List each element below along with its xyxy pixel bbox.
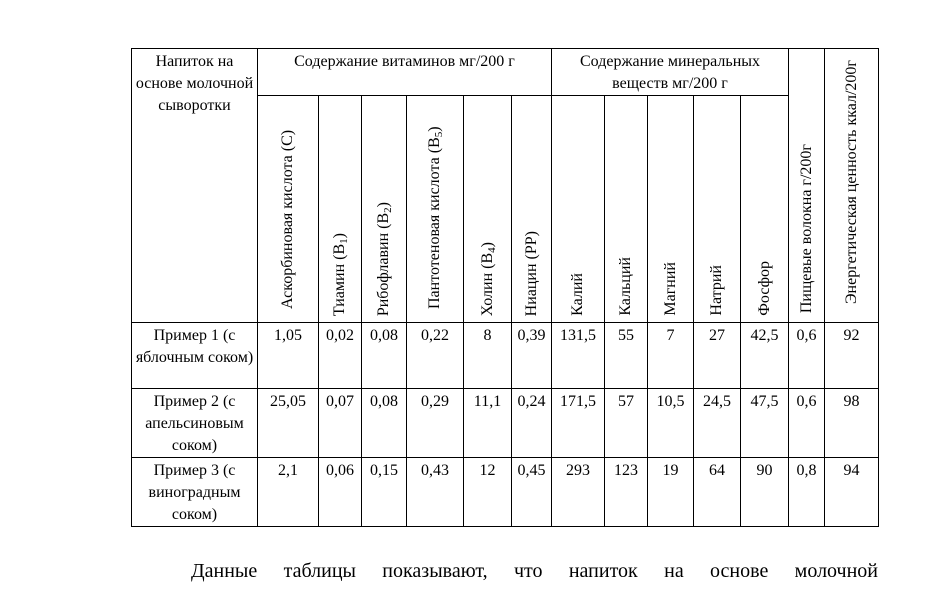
table-row bbox=[132, 389, 879, 458]
pantothenic-paren: ) bbox=[426, 126, 443, 132]
cell-potassium: 293 bbox=[552, 458, 605, 527]
pantothenic-sub: 5 bbox=[433, 131, 446, 138]
header-ascorbic bbox=[258, 96, 319, 323]
cell-fiber: 0,8 bbox=[789, 458, 825, 527]
cell-potassium: 171,5 bbox=[552, 389, 605, 458]
cell-potassium: 131,5 bbox=[552, 323, 605, 389]
header-energy-text: Энергетическая ценность ккал/200г bbox=[842, 60, 860, 304]
header-riboflavin bbox=[362, 96, 407, 323]
cell-pantothenic: 0,29 bbox=[407, 389, 464, 458]
cell-fiber: 0,6 bbox=[789, 389, 825, 458]
body-paragraph: Данные таблицы показывают, что напиток на основе молочной bbox=[191, 560, 878, 582]
cell-calcium: 123 bbox=[605, 458, 648, 527]
row-label: Пример 2 (с апельсиновым соком) bbox=[132, 389, 258, 458]
cell-riboflavin: 0,08 bbox=[362, 323, 407, 389]
cell-riboflavin: 0,08 bbox=[362, 389, 407, 458]
table-row bbox=[132, 458, 879, 527]
header-magnesium bbox=[648, 96, 694, 323]
nutrition-table bbox=[131, 48, 879, 527]
row-label: Пример 3 (с виноградным соком) bbox=[132, 458, 258, 527]
cell-calcium: 55 bbox=[605, 323, 648, 389]
cell-phosphorus: 42,5 bbox=[741, 323, 789, 389]
header-magnesium-text: Магний bbox=[661, 262, 679, 316]
header-calcium bbox=[605, 96, 648, 323]
cell-sodium: 64 bbox=[694, 458, 741, 527]
header-drink bbox=[132, 49, 258, 323]
cell-calcium: 57 bbox=[605, 389, 648, 458]
cell-phosphorus: 90 bbox=[741, 458, 789, 527]
cell-magnesium: 19 bbox=[648, 458, 694, 527]
cell-choline: 12 bbox=[464, 458, 512, 527]
cell-ascorbic: 1,05 bbox=[258, 323, 319, 389]
header-ascorbic-text: Аскорбиновая кислота (С) bbox=[279, 129, 296, 309]
header-pantothenic bbox=[407, 96, 464, 323]
cell-energy: 98 bbox=[825, 389, 879, 458]
header-sodium-text: Натрий bbox=[708, 265, 725, 316]
cell-riboflavin: 0,15 bbox=[362, 458, 407, 527]
cell-magnesium: 10,5 bbox=[648, 389, 694, 458]
header-phosphorus-text: Фосфор bbox=[755, 261, 773, 316]
header-fiber-text: Пищевые волокна г/200г bbox=[797, 143, 815, 313]
cell-choline: 8 bbox=[464, 323, 512, 389]
cell-ascorbic: 25,05 bbox=[258, 389, 319, 458]
header-row-1 bbox=[132, 49, 879, 96]
cell-fiber: 0,6 bbox=[789, 323, 825, 389]
cell-thiamine: 0,06 bbox=[319, 458, 362, 527]
riboflavin-sub: 2 bbox=[382, 207, 395, 213]
header-choline bbox=[464, 96, 512, 323]
header-choline-text bbox=[478, 242, 498, 316]
cell-phosphorus: 47,5 bbox=[741, 389, 789, 458]
header-niacin-text: Ниацин (РР) bbox=[522, 230, 540, 316]
cell-energy: 94 bbox=[825, 458, 879, 527]
header-energy bbox=[825, 49, 879, 323]
cell-ascorbic: 2,1 bbox=[258, 458, 319, 527]
thiamine-sub: 1 bbox=[338, 238, 351, 244]
thiamine-paren: ) bbox=[331, 232, 348, 239]
cell-choline: 11,1 bbox=[464, 389, 512, 458]
header-phosphorus bbox=[741, 96, 789, 323]
header-riboflavin-text bbox=[374, 202, 394, 316]
header-niacin bbox=[512, 96, 552, 323]
cell-pantothenic: 0,43 bbox=[407, 458, 464, 527]
header-minerals-group bbox=[552, 49, 789, 96]
header-potassium bbox=[552, 96, 605, 323]
choline-label: Холин (В bbox=[478, 252, 496, 316]
header-vitamins-group bbox=[258, 49, 552, 96]
header-sodium bbox=[694, 96, 741, 323]
row-label: Пример 1 (с яблочным соком) bbox=[132, 323, 258, 389]
cell-thiamine: 0,07 bbox=[319, 389, 362, 458]
cell-thiamine: 0,02 bbox=[319, 323, 362, 389]
cell-sodium: 27 bbox=[694, 323, 741, 389]
cell-magnesium: 7 bbox=[648, 323, 694, 389]
header-minerals-text: Содержание минеральных веществ мг/200 г bbox=[579, 53, 761, 92]
header-fiber bbox=[789, 49, 825, 323]
cell-energy: 92 bbox=[825, 323, 879, 389]
cell-niacin: 0,24 bbox=[512, 389, 552, 458]
header-potassium-text: Калий bbox=[569, 273, 586, 316]
header-vitamins-text: Содержание витаминов мг/200 г bbox=[294, 53, 515, 70]
header-pantothenic-text bbox=[425, 104, 445, 309]
cell-pantothenic: 0,22 bbox=[407, 323, 464, 389]
table-row bbox=[132, 323, 879, 389]
cell-niacin: 0,39 bbox=[512, 323, 552, 389]
choline-sub: 4 bbox=[485, 247, 498, 253]
thiamine-label: Тиамин (В bbox=[331, 243, 348, 316]
cell-sodium: 24,5 bbox=[694, 389, 741, 458]
header-thiamine-text bbox=[330, 233, 350, 316]
cell-niacin: 0,45 bbox=[512, 458, 552, 527]
header-drink-text: Напиток на основе молочной сыворотки bbox=[135, 53, 254, 114]
header-calcium-text: Кальций bbox=[617, 257, 634, 316]
riboflavin-label: Рибофлавин (В bbox=[375, 212, 392, 316]
header-thiamine bbox=[319, 96, 362, 323]
pantothenic-label: Пантотеновая кислота (В bbox=[426, 137, 443, 309]
choline-paren: ) bbox=[478, 241, 496, 248]
riboflavin-paren: ) bbox=[375, 201, 392, 208]
